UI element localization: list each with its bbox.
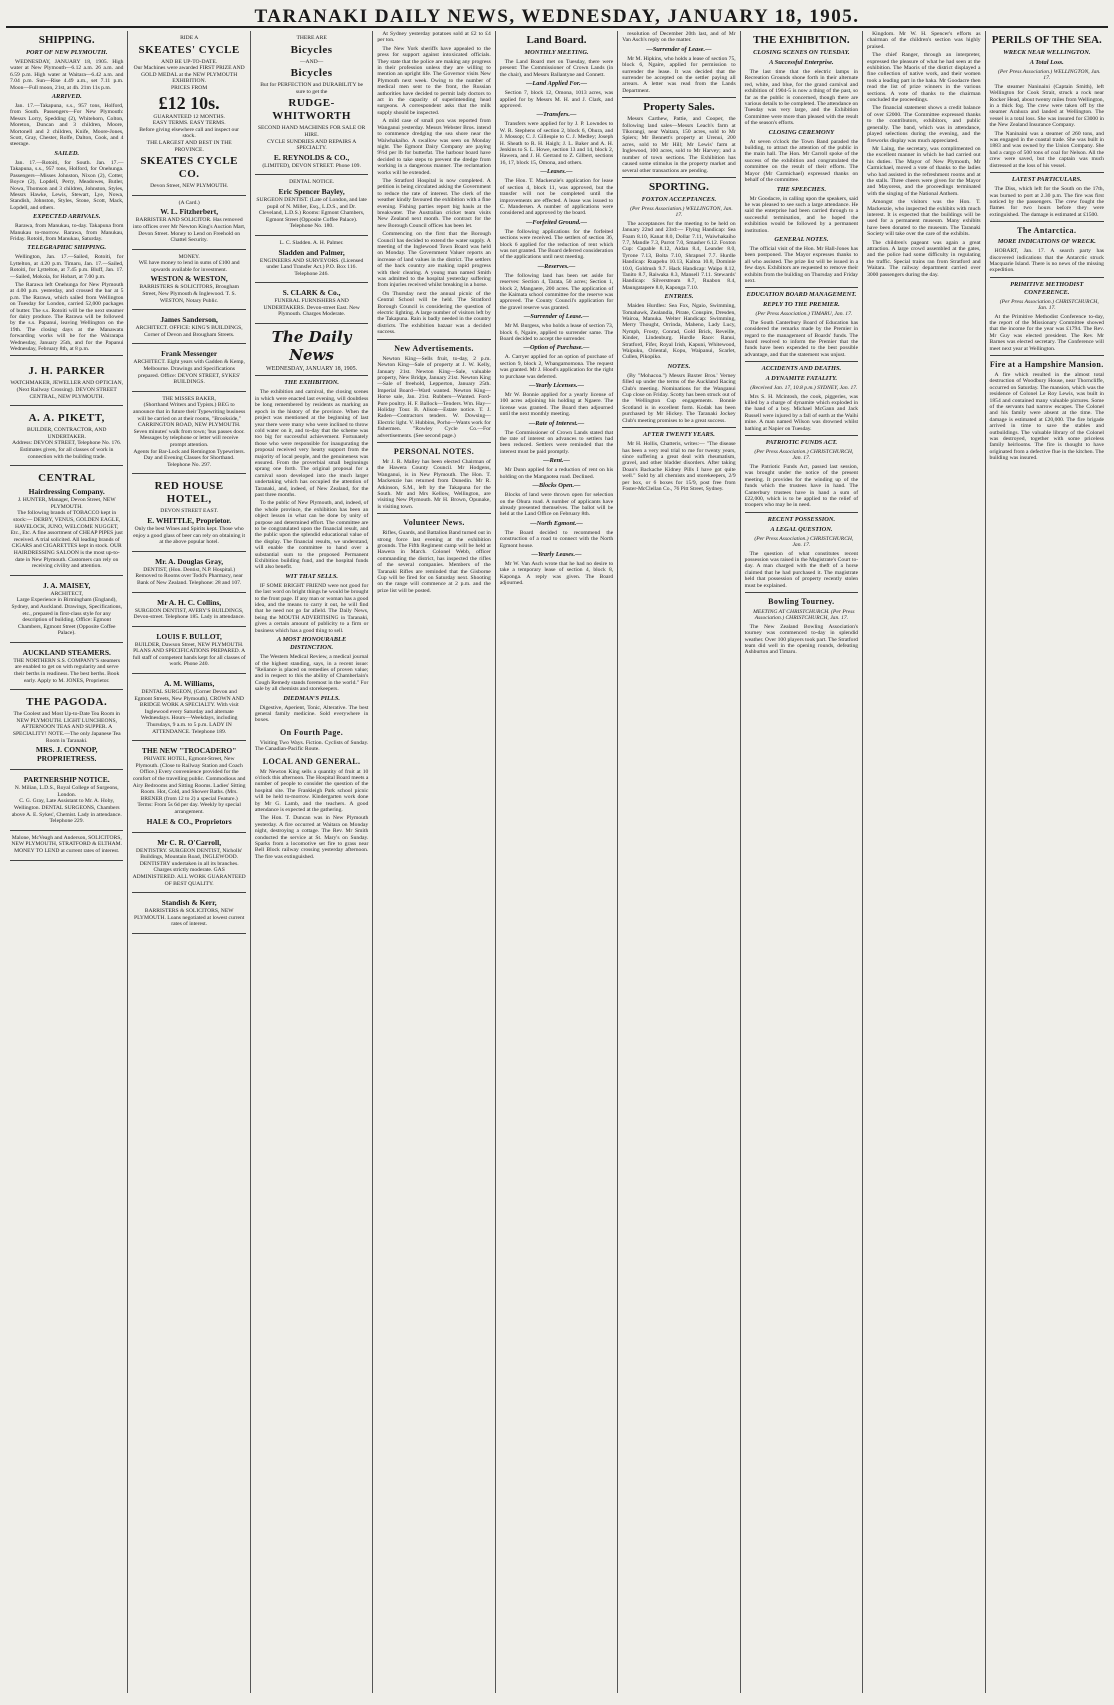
surrender-lease-heading: —Surrender of Lease.— — [646, 45, 712, 53]
clark-advert — [255, 283, 368, 324]
rate-heading: —Rate of Interest.— — [528, 419, 585, 427]
messenger-advert — [132, 344, 245, 391]
classes-text: Day and Evening Classes for Shorthand. Telephone No. 297. — [143, 455, 235, 468]
trocadero-name: THE NEW "TROCADERO" — [141, 746, 237, 756]
connop-name: MRS. J. CONNOP, PROPRIETRESS. — [35, 745, 98, 764]
wreck-heading: WRECK NEAR WELLINGTON. — [1003, 49, 1091, 56]
central-advert — [10, 466, 123, 576]
telegraphic-heading: TELEGRAPHIC SHIPPING. — [27, 244, 107, 252]
success-heading: A Successful Enterprise. — [769, 59, 834, 66]
redhouse-address: DEVON STREET EAST. — [160, 508, 219, 515]
property-sales-text: Messrs Carthew, Pattie, and Cooper, the following land sales—Messrs Leach's farm at Tikorangi, near Waitara, 150 acres, sold to Mr Spiers; Mr Bennett's property at Urenui, 200 acres, sold to Mr Hill; Mr Lewis' farm at Inglewood, 100 acres, sold to Mr Harvey; and a number of town sections. The Exhibition has caused some stimulus in the property market and several other transactions are pending. — [622, 116, 736, 174]
sanderson-advert — [132, 310, 245, 344]
clark-name: S. CLARK & Co., — [282, 288, 341, 298]
monthly-heading: MONTHLY MEETING. — [524, 49, 589, 56]
patriotic-text: The Patriotic Funds Act, passed last session, was brought under the notice of the present meeting. It provides for the winding up of the funds which the trustees have in hand. The Canterbury trustees have in hand a sum of £22,000, which is to be applied to the relief of troopers who may be in need. — [744, 463, 859, 509]
redhouse-advert — [132, 474, 245, 551]
kingdom-text-3: The financial statement shows a credit balance of over £2000. The Committee expressed thanks to the contributors, exhibitors, and public generally. The band, which was in attendance, played selections during the evening, and the fireworks display was much appreciated. — [867, 105, 981, 144]
agents-text: Agents for Bar-Lock and Remington Typewriters. — [133, 448, 245, 455]
divider — [377, 442, 490, 443]
wit-text: IF SOME BRIGHT FRIEND were not good for the last word on bright things he would be brought to the front page. If any man or woman has a good idea, and the means to carry it out, he will find that he need not go far afield. The Daily News, being the MOUTH ADVERTISING in Taranaki, gives a certain amount of publicity to a firm or business which has a good thing to sell. — [254, 582, 369, 634]
patriotic-subheading: (Per Press Association.) CHRISTCHURCH, Jan. 17. — [754, 449, 854, 462]
misses-baker-text: (Shorthand Writers and Typists.) BEG to announce that in future their Typewriting business will be carried on at their rooms, "Brookside," CARRINGTON ROAD, NEW PLYMOUTH. Seven minutes' walk from town; 'bus passes door. Messages by telephone or letter will receive prompt attention. — [133, 402, 246, 448]
fire-text: A fire which resulted in the almost total destruction of Woodbury House, near Thorncliffe, occurred on Saturday. The mansion, which was the residence of Colonel Le Roy Lewis, was built in 1854 and contained many valuable pictures. Some of the servants had narrow escapes. The Colonel and his family were absent at the time. The damage is estimated at £20,000. The fire brigade arrived in time to save the stables and outbuildings. The valuable library of the Colonel was destroyed, together with some priceless family heirlooms. The fire is thought to have originated from a defective flue in the kitchen. The building was insured. — [989, 372, 1104, 462]
malone-text: Malone, McVeagh and Anderson, SOLICITORS, NEW PLYMOUTH, STRATFORD & ELTHAM. MONEY TO LEND at current rates of interest. — [11, 834, 123, 854]
columns — [6, 31, 1108, 1693]
maisey-trade: ARCHITECT, — [50, 590, 83, 597]
patriotic-heading: PATRIOTIC FUNDS ACT. — [765, 439, 838, 447]
williams-name: A. M. Williams, — [163, 679, 215, 689]
clark-text: FUNERAL FURNISHERS AND UNDERTAKERS. Devon-street East. New Plymouth. Charges Moderate. — [263, 298, 360, 318]
education-heading: EDUCATION BOARD MANAGEMENT. — [746, 291, 857, 299]
rent-heading: —Rent.— — [543, 457, 570, 465]
standish-advert — [132, 893, 245, 934]
before-text: Before giving elsewhere call and inspect our stock. — [139, 126, 240, 140]
reply-subheading: (Per Press Association.) TIMARU, Jan. 17. — [755, 311, 853, 318]
tides-text: WEDNESDAY, JANUARY 18, 1905. High water at New Plymouth—6.12 a.m. 26 a.m. and 6.59 p.m. High water at Waitara—6.42 a.m. and 7.04 p.m. Sun—Rise 4.49 a.m., set 7.11 p.m. Moon—Full moon, 21st, at 4h. 21m 11s p.m. — [10, 59, 124, 91]
telegraphic-text: Wellington, Jan. 17.—Sailed, Rotoiti, for Lyttelton, at 4.20 p.m. Timaru, Jan. 17.—Sailed, Rotoiti, for Lyttelton, at 7.45 p.m. Bluff, Jan. 17.—Sailed, Mokoia, for Hobart, at 7.00 p.m. — [10, 254, 124, 280]
total-loss-heading: A Total Loss. — [1029, 59, 1064, 66]
money-text: WE have money to lend in sums of £100 and upwards available for investment. — [138, 260, 240, 273]
douglas-advert — [132, 552, 245, 593]
rarawa-text: The Rarawa left Onehunga for New Plymouth at 4.00 p.m. yesterday, and crossed the bar at 5 p.m. The Rarawa, which sailed from Wellington on Tuesday for London, carried 52,000 packages of butter. The s.s. Rotoiti will be the next steamer for dairy produce. The Rarawa will be followed by the s.s. Papanui, leaving Wellington on the 19th. The closing days at the Manawatu forwarding works will be for the Wairarapa Wednesday, January 25th, and for the Papanui Wednesday, February 8th, at 8 p.m. — [10, 281, 124, 353]
latest-text: The Diss, which left for the South on the 17th, was burned to port at 2.30 p.m. The fire was first noticed by the passengers. The crew fought the flames for two hours before they were extinguished. The damage is estimated at £1500. — [989, 186, 1104, 218]
divider — [990, 221, 1104, 222]
rudge-heading: RUDGE-WHITWORTH — [272, 97, 351, 123]
shipping-heading: SHIPPING. — [38, 34, 95, 46]
blocks-text: Blocks of land were thrown open for selection on the Ohura road. A number of applicants have already presented themselves. The ballot will be held at the Land Office on February 8th. — [499, 492, 614, 518]
kingdom-text-6: The children's pageant was again a great attraction. A large crowd assembled at the gates, and the police had some difficulty in regulating the traffic. Special trains ran from Stratford and Waitara. The railway department carried over 3000 passengers during the day. — [867, 239, 981, 278]
surrender-text: Mr M. Burgess, who holds a lease of section 73, block 6, Ngaire, applied to surrender same. The Board decided to accept the surrender. — [499, 323, 614, 342]
pikett-name: A. A. PIKETT, — [28, 412, 105, 425]
sladden-name: Sladden and Palmer, — [278, 247, 345, 257]
local-cont-text-5: On Thursday next the annual picnic of the Central School will be held. The Stratford Borough Council is considering the question of electric lighting. A large number of visitors left by the Takapuna. Rain is badly needed in the country districts. The exhibition bazaar was a decided success. — [377, 290, 491, 336]
skeates-address: Devon Street, NEW PLYMOUTH. — [150, 183, 229, 190]
carroll-name: Mr C. R. O'Carroll, — [157, 837, 222, 847]
antarctic-subheading: MORE INDICATIONS OF WRECK. — [997, 238, 1096, 246]
column-8 — [863, 31, 985, 1693]
primitive-subheading: (Per Press Association.) CHRISTCHURCH, Jan. 17. — [999, 298, 1099, 312]
wit-heading: WIT THAT SELLS. — [285, 572, 338, 580]
yearly-text: Mr W. Bonnie applied for a yearly license of 100 acres adjoining his holding at Ngaere. The license was granted. The Board then adjourned until the next monthly meeting. — [499, 392, 614, 418]
auckland-advert — [10, 643, 123, 690]
money-heading: MONEY. — [178, 253, 200, 260]
fourth-page-text: Visiting Two Ways. Fiction. Cyclists of Sunday. The Canadian-Pacific Route. — [254, 739, 369, 753]
divider — [622, 97, 735, 98]
column-4 — [373, 31, 495, 1693]
bayley-name: Eric Spencer Bayley, — [278, 186, 345, 196]
column-5 — [496, 31, 618, 1693]
card-text: (A Card.) — [178, 199, 200, 206]
skeates-heading: SKEATES' CYCLE — [138, 43, 240, 56]
surrender-lease-text: Mr M. Hipkins, who holds a lease of section 75, block 6, Ngaire, applied for permission to surrender the lease. It was decided that the surrender be accepted on the settler paying all arrears. A letter was read from the Lands Department. — [622, 55, 736, 94]
surrender-heading: —Surrender of Lease.— — [523, 313, 590, 321]
dynamite-text: Mrs S. H. Mcintosh, the cook, piggeries, was killed by a charge of dynamite which exploded in the hand of a boy. Michael McGann and Jack Russell were injured by a fall of earth at the Waihi mine. A man named Wilson was drowned whilst bathing at Napier on Tuesday. — [744, 393, 859, 432]
volunteer-heading: Volunteer News. — [403, 518, 465, 528]
applied-heading: —Land Applied For.— — [525, 80, 587, 88]
pikett-address: Address: DEVON STREET, Telephone No. 176. Estimates given, for all classes of work in connection with the building trade. — [12, 440, 122, 460]
weston-name: WESTON & WESTON, — [150, 274, 228, 284]
reserves-heading: —Reserves.— — [537, 262, 576, 270]
auckland-text: THE NORTHERN S.S. COMPANY'S steamers are enabled to get on with regularity and serve their berths in readiness. The best berths. Book early. Apply to M. JONES, Proprietor. — [13, 657, 121, 684]
local-cont-text-3: The Stratford Hospital is now completed. A petition is being circulated asking the Government to reduce the rate of interest. The clerk of the weather kindly favoured the exhibition with a fine evening. Fishing parties report big hauls at the breakwater. The Australian cricket team visits New Zealand next month. The contract for the new Borough Council offices has been let. — [377, 177, 491, 229]
speeches-text: Mr Goodacre, in calling upon the speakers, said he was pleased to see such a large attendance. He said the enterprise had been carried through to a successful termination, and he hoped the exhibition would be followed by a permanent institution. — [744, 195, 859, 234]
bayley-text: SURGEON DENTIST. (Late of London, and late pupil of N. Miller, Esq., L.D.S., and Dr. Cleveland, L.D.S.) Rooms: Egmont Chambers, Egmont Street (Opposite Coffee Palace). Telephone No. 180. — [256, 196, 367, 230]
divider — [622, 177, 735, 178]
personal-heading: PERSONAL NOTES. — [393, 446, 475, 456]
pills-text: Digestive, Aperient, Tonic, Alterative. The best general family medicine. Sold everywhere in boxes. — [254, 704, 369, 724]
messenger-text: ARCHITECT. Eight years with Gadden & Kemp, Melbourne. Drawings and Specifications prepared. Office: DEVON STREET, SYKES' BUILDINGS. — [133, 359, 245, 386]
pagoda-heading: THE PAGODA. — [26, 696, 108, 709]
perfection-text: But for PERFECTION and DURABILITY be sure to get the — [260, 82, 363, 95]
williams-advert — [132, 674, 245, 741]
north-egmont-heading: —North Egmont.— — [530, 519, 583, 527]
sydney-text: At Sydney yesterday potatoes sold at £2 to £4 per ton. — [377, 31, 491, 44]
general-heading: GENERAL NOTES. — [774, 235, 829, 243]
port-heading: PORT OF NEW PLYMOUTH. — [25, 49, 108, 56]
trocadero-advert — [132, 741, 245, 832]
closing-text: The last time that the electric lamps in Recreation Grounds shone forth in their alternate red, white, and blue, for the grand carnival and exhibition of 1904-5 is now a thing of the past, so far as the public is concerned, though there are various details to be completed. The attendance on Tuesday was very large, and the Exhibition Committee were more than pleased with the result of the season's efforts. — [744, 69, 859, 127]
speeches-heading: THE SPEECHES. — [776, 185, 827, 193]
perils-subheading: (Per Press Association.) WELLINGTON, Jan. 17. — [997, 69, 1101, 82]
divider — [990, 277, 1104, 278]
legal-text: The question of what constitutes recent possession was raised in the Magistrate's Court to-day. A man charged with the theft of a horse claimed that he had purchased it. The magistrate held that possession of property recently stolen must be explained. — [744, 550, 859, 589]
weston-advert — [132, 250, 245, 311]
reynolds-name: E. REYNOLDS & CO., — [273, 152, 350, 162]
standish-name: Standish & Kerr, — [161, 898, 217, 908]
foxton-heading: FOXTON ACCEPTANCES. — [641, 195, 717, 203]
divider — [745, 435, 858, 436]
sporting-heading: SPORTING. — [649, 180, 709, 193]
dental-notice: DENTAL NOTICE. — [289, 179, 335, 186]
misses-baker-advert — [132, 392, 245, 475]
primitive-text: At the Primitive Methodist Conference to-day, the report of the Missionary Committee showed that the income for the year was £1794. The Rev. Mr Guy was elected president. The Rev. Mr Barnes was elected secretary. The Conference will meet next year at Wellington. — [989, 313, 1104, 352]
dynamite-subheading: (Received Jan. 17, 10.8 p.m.) SYDNEY, Jan. 17. — [750, 385, 858, 392]
bowling-subheading: MEETING AT CHRISTCHURCH. (Per Press Association.) CHRISTCHURCH, Jan. 17. — [753, 608, 855, 622]
there-are-text: THERE ARE — [296, 35, 327, 41]
antarctic-text: HOBART, Jan. 17. A search party has discovered indications that the Antarctic struck Macquarie Island. There is no news of the missing expedition. — [989, 248, 1104, 274]
column-2 — [128, 31, 250, 1693]
option-heading: —Option of Purchase.— — [523, 344, 590, 352]
gray-text: C. G. Gray, Late Assistant to Mr. A. Hoby, Wellington. DENTAL SURGEONS, Chambers above A. E. Sykes', Chemist. Lady in attendance. Telephone 229. — [11, 798, 122, 825]
easy-terms-text: EASY TERMS. EASY TERMS. — [152, 120, 226, 127]
partnership-heading: PARTNERSHIP NOTICE. — [23, 775, 110, 785]
legal-subheading: (Per Press Association.) CHRISTCHURCH, Jan. 17. — [754, 535, 854, 549]
exhibition-text: The exhibition and carnival, the closing scenes in which were enacted last evening, will doubtless be long remembered by residents as marking an epoch in the history of the province. When the project was mentioned at the beginning of last year there were many who were inclined to throw cold water on it, and to-day that the scheme was too big for successful achievement. Fortunately those who were responsible for inaugurating the proposal received very hearty support from the majority of local people, and the genuineness was ensured. From the proverbial small beginnings sprang one forth. The original proposal for a carnival soon developed into the much larger undertaking which has occupied the attention of Taranaki, and, indeed, of New Zealand, for the past three months. — [254, 389, 369, 498]
volunteer-text: Rifles, Guards, and Battalion Band turned out in strong force last evening at the exhibition grounds. The Fifth Regiment camp will be held at Hawera in March. Colonel Webb, officer commanding the district, has inspected the rifles of the several companies. Members of the Taranaki Rifles are reminded that the Gisborne Cup will be fired for on Saturday next. Shooting on the range will commence at 2 p.m. and the prize list will be posted. — [377, 530, 491, 594]
douglas-name: Mr. A. Douglas Gray, — [155, 556, 224, 566]
bowling-heading: Bowling Tourney. — [768, 596, 835, 606]
most-text: The Western Medical Review, a medical journal of the highest standing, says, in a recent issue: "Reliance is placed on remedies of proven value; and in respect to this the ability of Chamberlain's Cough Remedy stands foremost in the world." For sale by all chemists and storekeepers. — [254, 654, 369, 693]
reserves-text: The following land has been set aside for reserves: Section 4, Tarata, 50 acres; Section 1, block 2, Mangaere, 200 acres. The application of the Kaimata school committee for the reserve was approved. The County Council's application for the gravel reserve was granted. — [499, 272, 614, 311]
and-text: —AND— — [299, 58, 324, 65]
sladden-advert — [255, 236, 368, 283]
dynamite-heading: A DYNAMITE FATALITY. — [765, 375, 838, 383]
yearly-leases-heading: —Yearly Leases.— — [531, 550, 582, 558]
yearly-heading: —Yearly Licenses.— — [528, 382, 584, 390]
exhibition-text-2: To the public of New Plymouth, and, indeed, of the whole province, the exhibition has been an object lesson in what can be done by unity of purpose and determined effort. The committee are to be congratulated upon the financial result, and the public upon the splendid educational value of the display. The financial results, we understand, will enable the committee to hand over a substantial sum to the proposed Permanent Exhibition building fund, and the hospital funds will also benefit. — [254, 500, 369, 571]
antarctic-heading: The Antarctica. — [1017, 226, 1077, 236]
divider — [990, 172, 1104, 173]
bayley-advert — [255, 175, 368, 236]
fitzherbert-name: W. L. Fitzherbert, — [160, 207, 219, 217]
fitzherbert-text: BARRISTER AND SOLICITOR. Has removed into offices over Mr Newton King's Auction Mart, Devon Street. Money to Lend on Freehold on Chattel Security. — [132, 217, 246, 244]
pikett-trade: BUILDER, CONTRACTOR, AND UNDERTAKER. — [26, 427, 107, 440]
divider — [745, 287, 858, 288]
reply-heading: REPLY TO THE PREMIER. — [762, 301, 840, 309]
divider — [990, 355, 1104, 356]
milian-text: N. Milian, L.D.S., Royal College of Surgeons, London. — [14, 785, 119, 798]
blocks-heading: —Blocks Open.— — [532, 482, 581, 490]
sladden-text: ENGINEERS AND SURVEYORS. (Licensed under Land Transfer Act.) P.O. Box 116. Telephone 246. — [259, 257, 364, 277]
redhouse-name: RED HOUSE HOTEL, — [154, 480, 224, 506]
exhibition-title: THE EXHIBITION. — [753, 34, 850, 46]
reply-text: The South Canterbury Board of Education has considered the remarks made by the Premier in regard to the management of Boards' funds. The board resolved to inform the Premier that the funds have been expended to the best possible advantage, and that the statement was unjust. — [744, 319, 859, 358]
collins-text: SURGEON DENTIST, AVERY'S BUILDINGS, Devon-street. Telephone 185. Lady in attendance. — [133, 607, 245, 621]
perils-text: The steamer Naninaini (Captain Smith), left Wellington for Cook Strait, struck a rock near Rocker Head, about twenty miles from Wellington, in a thick fog. The crew were taken off by the steamer Arahura and landed at Wellington. The vessel is a total loss. She was insured for £3000 in the New Zealand Insurance Company. — [989, 83, 1104, 129]
bicycles-heading-2: Bicycles — [290, 67, 333, 80]
transfers-heading: —Transfers.— — [536, 111, 577, 119]
carroll-advert — [132, 833, 245, 894]
malone-advert — [10, 831, 123, 861]
expected-text: Rarawa, from Manukau, to-day. Takapuna from Manukau to-morrow. Rarawa, from Manukau, Friday. Rotoiti, from Manukau, Saturday. — [10, 223, 124, 242]
legal-heading: A LEGAL QUESTION. — [770, 525, 833, 533]
rate-text: The Commissioner of Crown Lands stated that the rate of interest on advances to settlers had been reduced. Settlers were reminded that the interest must be paid promptly. — [499, 429, 614, 455]
divider — [10, 355, 123, 356]
column-9 — [986, 31, 1108, 1693]
divider — [622, 427, 735, 428]
douglas-text: DENTIST, (Hon. Dentist, N.P. Hospital.) Removed to Rooms over Todd's Pharmacy, near Bank of New Zealand. Telephone: 28 and 107. — [135, 566, 243, 586]
partnership-advert — [10, 770, 123, 831]
masthead-title: TARANAKI DAILY NEWS, WEDNESDAY, JANUARY 18, 1905. — [254, 6, 860, 27]
standish-text: BARRISTERS & SOLICITORS, NEW PLYMOUTH. Loans negotiated at lowest current rates of interest. — [133, 908, 245, 928]
kingdom-text-2: The chief Ranger, through an interpreter, expressed the pleasure of what he had seen at the exhibition. The Maoris of the district displayed a fine collection of native work, and their women took a leading part in the haka. Mr Goodacre then read the list of prize winners in the various sections. A vote of thanks to the chairman concluded the proceedings. — [867, 52, 981, 104]
resolution-text: resolution of December 20th last, and of Mr Van Asch's reply on the matter. — [622, 31, 736, 44]
maisey-name: J. A. MAISEY, — [42, 580, 91, 590]
williams-text: DENTAL SURGEON, (Corner Devon and Egmont Streets, New Plymouth). CROWN AND BRIDGE WORK A SPECIALTY. With visit Inglewood every Saturday and alternate Wednesdays. Hours—Weekdays, including Thursdays, 9 a.m. to 5 p.m. LADY IN ATTENDANCE. Telephone 189. — [134, 689, 244, 735]
prize-text: Our Machines were awarded FIRST PRIZE AND GOLD MEDAL at the NEW PLYMOUTH EXHIBITION. — [133, 65, 245, 85]
price-text: £12 10s. — [158, 92, 220, 113]
column-3 — [251, 31, 373, 1693]
column-1 — [6, 31, 128, 1693]
sailed-text: Jan. 17.—Rotoiti, for South. Jan. 17.—Takapuna, s.s., 957 tons, Holford, for Onehunga. Passengers—Misses Johnston, Nixon (2), Cotter, Boyce (2), Lopdell, Perry, Meadowes, Butler, Nowa, Thomson and 3 children, Johnston, Styles, Messrs Hawke, Lewis, Stewart, Lye, Nowa, Standish, Johnston, Styles, Stone, Scott, Mack, Lopdell, and others. — [10, 159, 124, 211]
arrived-heading: ARRIVED. — [51, 93, 82, 101]
divider — [377, 513, 490, 514]
ride-text: RIDE A — [180, 35, 199, 41]
ceremony-heading: CLOSING CEREMONY — [768, 128, 835, 136]
transfers-text: Transfers were applied for by J. P. Lowndes to W. R. Stephens of section 2, block 6, Ohura, and J. Mossop; C. J. Gillespie to C. J. Medley; Joseph H. Sheath to R. H. Haigh; J. L. Baker and A. H. Jenkins to S. L. Howe, section 13 and 14, block 2, Hawera, and J. H. Gerrand to Z. Gilbert, sections 16, 17, block 15, Omona, and others. — [499, 121, 614, 166]
perils-text-2: The Naninaini was a steamer of 260 tons, and was engaged in the coastal trade. She was built in 1883 and was owned by the Union Company. She had a cargo of 500 tons of coal for Nelson. All the crew were saved, but the captain was much distressed at the loss of his vessel. — [989, 130, 1104, 169]
uptodate-text: AND BE UP-TO-DATE. — [161, 58, 218, 65]
fourth-page-heading: On Fourth Page. — [280, 727, 344, 737]
new-adverts-heading: New Advertisements. — [394, 343, 474, 353]
bicycles-advert — [255, 31, 368, 175]
leases-heading: —Leases.— — [540, 168, 573, 176]
bicycles-heading-1: Bicycles — [290, 43, 333, 56]
collins-name: Mr A. H. C. Collins, — [157, 597, 222, 607]
property-sales-heading: Property Sales. — [643, 101, 715, 114]
bullot-advert — [132, 627, 245, 674]
yearly-leases-text: Mr W. Van Asch wrote that he had no desire to take a temporary lease of section 4, block 8, Kaponga. A reply was given. The Board adjourned. — [499, 560, 614, 587]
arrived-text: Jan. 17.—Takapuna, s.s., 957 tons, Holford, from South. Passengers—For New Plymouth: Messrs Lorry, Spedding (2), Whitehorn, Colton, Moreton, Duncan and 3 children, Moore, Mortonell and 2 children, Knife, Moore-Jones, Scott, Gray, Chester, Rolfe, Dalton, Cook, and 4 steerage. — [10, 103, 124, 148]
north-egmont-text: The Board decided to recommend the construction of a road to connect with the North Egmont house. — [499, 529, 614, 549]
recent-heading: RECENT POSSESSION. — [767, 515, 836, 523]
local-text-2: The Hon. T. Duncan was in New Plymouth yesterday. A fire occurred at Waitara on Monday night, destroying a cottage. The Rev. Mr Smith conducted the service at St. Mary's on Sunday. Sparks from a locomotive set fire to grass near Bell Block railway crossing yesterday afternoon. The fire was extinguished. — [254, 815, 369, 860]
carroll-text: DENTISTRY. SURGEON DENTIST, Nicholls' Buildings, Mountain Road, INGLEWOOD. DENTISTRY undertaken in all its branches. Charges strictly moderate. GAS ADMINISTERED. ALL WORK GUARANTEED OF BEST QUALITY. — [132, 847, 246, 887]
misses-baker-name: THE MISSES BAKER, — [162, 395, 216, 402]
divider — [255, 375, 368, 376]
closing-heading: CLOSING SCENES ON TUESDAY. — [753, 49, 850, 56]
sailed-heading: SAILED. — [54, 149, 80, 157]
sanderson-name: James Sanderson, — [160, 315, 218, 325]
column-7 — [741, 31, 863, 1693]
parker-address: (Next Railway Crossing). DEVON STREET CENTRAL, NEW PLYMOUTH. — [16, 387, 117, 400]
expected-heading: EXPECTED ARRIVALS. — [32, 213, 101, 221]
divider — [745, 512, 858, 513]
notes-text: (By "Mohacoa.") Messrs Baxter Bros.' Verney filled up under the terms of the Auckland Racing Club's meeting. Nominations for the Wanganui Cup close on Friday. Scotty has been struck out of the Wellington Cup engagements. Bonnie Scotland is in excellent form. Kodak has been purchased by Mr Hickey. The Taranaki Jockey Club's meeting promises to be a great success. — [622, 372, 736, 424]
central-name: CENTRAL — [38, 472, 96, 485]
accidents-heading: ACCIDENTS AND DEATHS. — [761, 365, 842, 373]
masthead — [6, 8, 1108, 28]
land-board-heading: Land Board. — [526, 34, 587, 46]
new-adverts-text: Newton King—Sells fruit, to-day, 2 p.m. Newton King—Sale of property at J. W. Kelly, January 21st. Newton King—Sale, valuable property, New Bridge, January 21st. Newton King—Sale of freehold, Lepperton, January 25th. Imperial Board—Ward wanted. Newton King—Horse sale, Jan. 21st. Rubbers—Wanted. Ford-Pure poultry. H. F. Ballock—Tenders. Wm. Hay—Holiday Tour. B. Alison—Estate notice. T. J. Raden—Contractors tenders. W. Dowsing—Electric light. V. Hubbins, Porho—Wants work for fishermen. "Rowley Cycle Co.—For advertisements. (See second page.) — [377, 355, 491, 439]
hale-name: HALE & CO., Proprietors — [146, 816, 232, 826]
weston-text: BARRISTERS & SOLICITORS, Brougham Street, New Plymouth & Inglewood. T. S. WESTON, Notary Public. — [139, 284, 239, 304]
newspaper-nameplate: The Daily News — [271, 328, 352, 365]
fire-heading: Fire at a Hampshire Mansion. — [989, 360, 1104, 369]
issue-date: WEDNESDAY, JANUARY 18, 1905. — [266, 366, 358, 373]
rent-text: Mr Dunn applied for a reduction of rent on his holding on the Mangaotea road. Declined. — [499, 467, 614, 480]
sanderson-text: ARCHITECT. OFFICE: KING'S BUILDINGS, Corner of Devon and Brougham Streets. — [135, 325, 243, 338]
pills-heading: DIEDMAN'S PILLS. — [283, 694, 341, 702]
pagoda-advert — [10, 690, 123, 770]
parker-advert — [10, 359, 123, 406]
latest-heading: LATEST PARTICULARS. — [1011, 176, 1082, 184]
secondhand-text: SECOND HAND MACHINES FOR SALE OR HIRE. — [257, 125, 366, 138]
forfeited-heading: —Forfeited Ground.— — [525, 218, 588, 226]
guarantee-text: GUARANTEED 12 MONTHS. — [153, 113, 225, 120]
land-board-text: The Land Board met on Tuesday, there were present: The Commissioner of Crown Lands (in the chair), and Messrs Ballantyne and Connett. — [499, 59, 614, 78]
foxton-text: The acceptances for the meeting to be held on January 22nd and 23rd:— Flying Handicap: Sea Foam 8.10, Kanat 8.0, Dollar 7.11, Waiwhakaiho 7.7, Mandle 7.3, Parrot 7.0, Smasher 6.12. Foxton Cup: Capable 8.12, Aidan 8.4, Leander 8.0, Tyrone 7.13, Bolta 7.10, Shrapnel 7.7. Hurdle Handicap: Ruapehu 10.13, Kaitoa 10.8, Dominie 10.0, Goldrush 9.7. Hack Handicap: Waipo 8.12, Tanito 8.7, Raiwaka 8.3, Mansell 7.11. Stewards' Handicap: Silverstream 8.7, Ruabon 8.4, Maungatapere 8.0, Kaponga 7.10. — [622, 220, 736, 291]
kingdom-text: Kingdom. Mr W. H. Spencer's efforts as chairman of the children's section was highly praised. — [867, 31, 981, 50]
central-text: The following brands of TOBACCO kept in stock:— DERBY, VENUS, GOLDEN EAGLE, HAVELOCK, JUNO, WELCOME NUGGET, Etc., Etc. A fine assortment of CHEAP PIPES just received. A trial solicited. All leading brands of CIGARS and CIGARETTES kept in stock. OUR HAIRDRESSING SALOON is the most up-to-date in New Plymouth. Customers can rely on receiving civility and attention. — [10, 510, 123, 570]
most-heading: A MOST HONOURABLE DISTINCTION. — [276, 636, 347, 652]
skeates-advert — [132, 31, 245, 196]
maisey-text: Large Experience in Birmingham (England), Sydney, and Auckland. Drawings, Specifications, etc., prepared in first-class style for any description of building. Office: Egmont Chambers, Egmont Street (Opposite Coffee Palace). — [11, 597, 122, 637]
divider — [745, 592, 858, 593]
whittle-name: E. WHITTLE, Proprietor. — [147, 515, 232, 525]
perils-heading: PERILS OF THE SEA. — [991, 34, 1102, 46]
personal-text: Mr J. R. Malley has been elected Chairman of the Hawera County Council. Mr Hodgens, Wanganui, is in New Plymouth. The Hon. T. Mackenzie has returned from Dunedin. Mr R. Atkinson, S.M., left by the Takapuna for the South. Mr and Mrs Kellow, Wellington, are visiting New Plymouth. Mr H. Brown, Opunake, is visiting town. — [377, 458, 491, 510]
bullot-name: LOUIS F. BULLOT, — [156, 631, 222, 641]
ceremony-text: At seven o'clock the Town Band paraded the building, to attract the attention of the public in the main hall. The Hon. Mr Carroll spoke of the success of the exhibition and congratulated the committee on the result of their efforts. The Mayor (Mr Carmichael) expressed thanks on behalf of the committee. — [744, 138, 859, 184]
sundries-text: CYCLE SUNDRIES AND REPAIRS A SPECIALTY. — [266, 138, 357, 152]
parker-name: J. H. PARKER — [28, 365, 106, 378]
exhibition-heading: THE EXHIBITION. — [284, 379, 339, 387]
bowling-text: The New Zealand Bowling Association's tourney was commenced to-day in splendid weather. Over 100 players took part. The Stratford team did well in the opening rounds, defeating Ashburton and Timaru. — [744, 623, 859, 656]
entries-heading: ENTRIES. — [664, 293, 694, 301]
central-trade: Hairdressing Company. — [28, 487, 105, 497]
whittle-text: Only the best Wines and Spirits kept. Those who enjoy a good glass of beer can rely on obtaining it at the above popular hotel. — [133, 525, 246, 546]
skeates-company: SKEATES CYCLE CO. — [140, 155, 238, 181]
kingdom-text-5: Amongst the visitors was the Hon. T. Mackenzie, who inspected the exhibits with much interest. It is expected that the buildings will be used for a permanent museum. Many exhibits have been donated to the museum. The Taranaki Society will take over the care of the exhibits. — [867, 199, 981, 238]
forfeited-text: The following applications for the forfeited sections were received. The settlers of section 36, block 6 applied for the reduction of rent which was not granted. The Board deferred consideration of the applications until next meeting. — [499, 228, 614, 261]
divider — [377, 339, 490, 340]
prices-text: PRICES FROM — [171, 84, 208, 91]
divider — [745, 361, 858, 362]
general-text: The official visit of the Hon. Mr Hall-Jones has been postponed. The Mayor expresses thanks to all who assisted. The prize list will be issued in a few days. Exhibitors are requested to remove their exhibits from the building on Thursday and Friday next. — [744, 245, 859, 284]
column-6 — [618, 31, 740, 1693]
messenger-name: Frank Messenger — [161, 349, 218, 359]
local-cont-text: The New York sheriffs have appealed to the press for support against intoxicated officials. They state that the police are making any progress in their profession unless they are willing to mention an upright life. The Governor visits New Plymouth next week. Owing to the number of medical men sent to the front, the Russian authorities have decided to permit lady doctors to act in the capacity of superintending head surgeons. A correspondent asks that the milk supply should be inspected. — [377, 45, 491, 116]
entries-text: Maiden Hurdles: Sea Fox, Ngaio, Swimming, Tomahawk, Zealandia, Pirate, Conspire, Dresden, Wairoa, Manuka. Welter Handicap: Swimming, Merry Thought, Orrinda, Maheno, Lady Lucy, Nymph, Frosty, Conrad, Gold Brick, Reveille, Kinder, Lindenburg. Hurdle Race: Ranui, Stratford, Fifer, Royal Irish, Kapuni, Whitewood, Waipuku, Oriental, Kopu, Waipanui, Scarlet, Cullen, Pikopiko. — [622, 303, 736, 361]
trocadero-text: PRIVATE HOTEL, Egmont-Street, New Plymouth. (Close to Railway Station and Coach Office.) Every convenience provided for the comfort of the travelling public. Commodious and Airy Bedrooms and Sitting Rooms. Ladies' Sitting Room. Hot, Cold, and Shower Baths. (Mrs. BRENER (from 12 to 2) a special Feature.) Terms: From 5s 6d per day. Weekly by special arrangement. — [132, 756, 246, 815]
reynolds-text: (LIMITED), DEVON STREET. Phone 109. — [262, 162, 361, 169]
after-heading: AFTER TWENTY YEARS. — [642, 431, 715, 439]
local-text: Mr Newton King sells a quantity of fruit at 10 o'clock this afternoon. The Hospital Board meets a number of people to consider the question of the hospital site. The Frankleigh Park school picnic will be held to-morrow. Kindergarten work done by Mr G. Lamb, and the teachers. A good attendance is expected at the gathering. — [254, 768, 369, 813]
applied-text: Section 7, block 12, Omona, 1013 acres, was applied for by Messrs M. H. and J. Clark, and approved. — [499, 90, 614, 110]
auckland-heading: AUCKLAND STEAMERS. — [22, 647, 111, 657]
sladden-names: L. C. Sladden. A. H. Palmer. — [279, 239, 344, 246]
pikett-advert — [10, 406, 123, 466]
bullot-text: BUILDER, Dawson Street, NEW PLYMOUTH. PLANS AND SPECIFICATIONS PREPARED. A full staff of competent hands kept for all classes of work. Phone 240. — [132, 641, 246, 668]
central-address: J. HUNTER, Manager, Devon Street, NEW PLYMOUTH. — [17, 497, 116, 510]
after-text: Mr H. Hollis, Chatteris, writes:— "The disease has been a very real trial to me for twenty years, since suffering a great deal with rheumatism, gravel, and other bladder disorders. After taking Doan's Backache Kidney Pills I have got quite well." Sold by all chemists and storekeepers, 2/9 per box, or 6 boxes for 15/9, post free from Foster-McClellan Co., 76 Pitt Street, Sydney. — [622, 441, 736, 492]
fitzherbert-advert — [132, 196, 245, 250]
pagoda-text: The Coolest and Most Up-to-Date Tea Room in NEW PLYMOUTH. LIGHT LUNCHEONS, AFTERNOON TEAS AND SUPPER. A SPECIALITY! NOTE.—The only Japanese Tea Room in Taranaki. — [12, 711, 121, 744]
primitive-heading: PRIMITIVE METHODIST CONFERENCE. — [1010, 280, 1084, 296]
local-cont-text-4: Commencing on the first that the Borough Council has decided to extend the water supply. A meeting of the Inglewood Town Board was held on Monday. The Government Valuer reports an increase of land values in the district. The settlers of the back country are making rapid progress with their clearing. A young man named Smith was admitted to the hospital yesterday suffering from injuries received whilst breaking in a horse. — [377, 231, 491, 289]
leases-text: The Hon. T. Mackenzie's application for lease of section 4, block 11, was approved, but the transfer will not be completed until the improvements are effected. A lease was issued to C. Mandersen. A number of applications were considered and approved by the board. — [499, 178, 614, 217]
kingdom-text-4: Mr Laing, the secretary, was complimented on the excellent manner in which he had carried out his duties. The Mayor of New Plymouth, Mr Carmichael, moved a vote of thanks to the ladies who had assisted in the refreshment rooms and at the stalls. Three cheers were given for the Mayor and Mayoress, and the proceedings terminated with the singing of the National Anthem. — [867, 145, 981, 197]
local-heading: LOCAL AND GENERAL. — [262, 756, 361, 766]
largest-text: THE LARGEST AND BEST IN THE PROVINCE. — [146, 139, 232, 153]
notes-heading: NOTES. — [667, 362, 691, 370]
local-cont-text-2: A mild case of small pox was reported from Wanganui yesterday. Messrs Webster Bros. intend to commence dredging the sea shore near the Waiwhakaiho. A swallow was seen on Monday night. The Egmont Dairy Company are paying 9½d per lb for butterfat. The harbour board have decided to take steps to prevent the dredge from working in a dangerous manner. The reclamation works will be extended. — [377, 118, 491, 176]
parker-trade: WATCHMAKER, JEWELLER AND OPTICIAN, — [10, 380, 124, 387]
foxton-subheading: (Per Press Association.) WELLINGTON, Jan. 17. — [630, 205, 733, 219]
option-text: A. Carryer applied for an option of purchase of section 9, block 2, Whangamomona. The request was granted. Mr J. Hood's application for the right to purchase was deferred. — [499, 354, 614, 380]
maisey-advert — [10, 576, 123, 643]
collins-advert — [132, 593, 245, 627]
